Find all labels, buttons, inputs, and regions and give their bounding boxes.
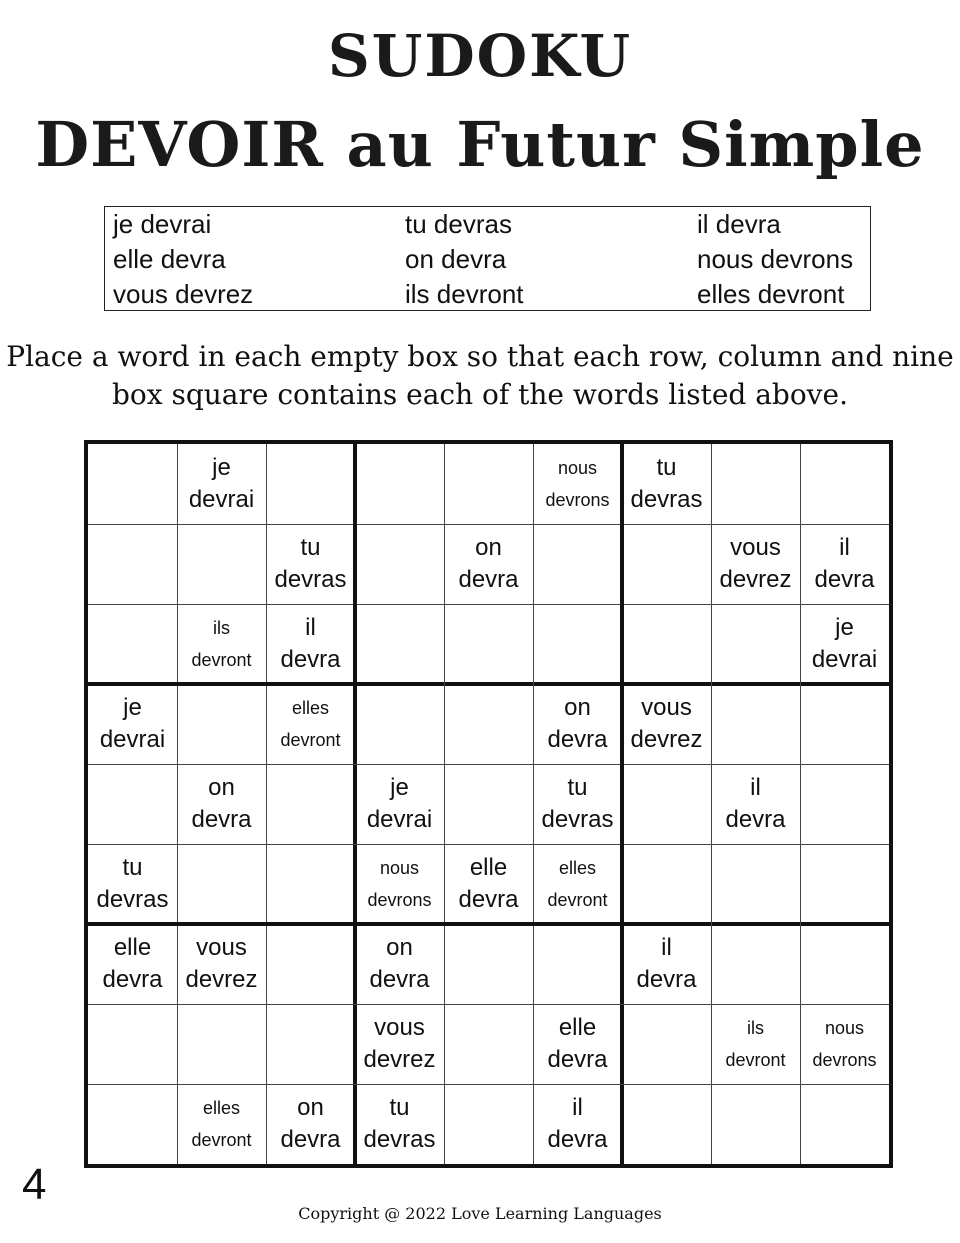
sudoku-cell [711,524,800,604]
sudoku-cell-empty[interactable] [88,604,177,684]
cell-verb: devrons [545,490,610,510]
sudoku-cell-empty[interactable] [88,1084,177,1164]
cell-pronoun: il [750,774,761,801]
cell-pronoun: il [305,614,316,641]
cell-verb: devrez [719,566,792,593]
sudoku-cell-empty[interactable] [177,844,266,924]
cell-verb: devra [547,1126,608,1153]
cell-verb: devrez [363,1046,436,1073]
cell-verb: devra [547,1046,608,1073]
sudoku-cell [533,844,622,924]
cell-pronoun: elle [113,934,152,961]
cell-verb: devra [636,966,697,993]
cell-pronoun: tu [300,534,321,561]
sudoku-cell [622,444,711,524]
cell-pronoun: je [212,454,231,481]
sudoku-cell-empty[interactable] [266,844,355,924]
sudoku-cell-empty[interactable] [800,844,889,924]
sudoku-cell [711,764,800,844]
cell-pronoun: il [572,1094,583,1121]
sudoku-cell-empty[interactable] [444,1004,533,1084]
word-list-item: on devra [405,244,507,274]
sudoku-cell-empty[interactable] [355,524,444,604]
cell-pronoun: on [475,534,502,561]
sudoku-cell-empty[interactable] [800,684,889,764]
sudoku-cell [800,604,889,684]
sudoku-cell-empty[interactable] [444,684,533,764]
sudoku-cell-empty[interactable] [533,524,622,604]
cell-verb: devras [274,566,347,593]
cell-pronoun: tu [656,454,677,481]
sudoku-cell [800,1004,889,1084]
cell-verb: devront [725,1050,786,1070]
cell-verb: devra [547,726,608,753]
cell-verb: devra [725,806,786,833]
sudoku-cell [177,444,266,524]
cell-pronoun: on [208,774,235,801]
cell-verb: devra [458,886,519,913]
sudoku-cell [622,924,711,1004]
sudoku-cell-empty[interactable] [711,844,800,924]
word-list-item: tu devras [405,209,512,239]
sudoku-cell-empty[interactable] [533,924,622,1004]
sudoku-cell-empty[interactable] [711,924,800,1004]
cell-pronoun: nous [379,858,420,878]
cell-pronoun: tu [567,774,588,801]
cell-verb: devrez [630,726,703,753]
cell-verb: devras [630,486,703,513]
cell-verb: devront [191,650,252,670]
sudoku-cell-empty[interactable] [533,604,622,684]
cell-pronoun: on [564,694,591,721]
cell-verb: devras [541,806,614,833]
instructions [0,338,960,414]
sudoku-cell [533,684,622,764]
cell-verb: devra [102,966,163,993]
cell-pronoun: elle [469,854,508,881]
sudoku-cell-empty[interactable] [177,1004,266,1084]
sudoku-cell-empty[interactable] [266,764,355,844]
page-title: SUDOKU [327,22,633,90]
sudoku-cell [88,844,177,924]
sudoku-cell [355,764,444,844]
instructions-line: box square contains each of the words listed above. [112,378,848,411]
sudoku-cell-empty[interactable] [444,764,533,844]
sudoku-cell-empty[interactable] [266,924,355,1004]
sudoku-cell-empty[interactable] [444,924,533,1004]
sudoku-cell [88,684,177,764]
sudoku-cell [533,1004,622,1084]
word-list-item: je devrai [113,209,212,239]
sudoku-cell [177,1084,266,1164]
cell-pronoun: on [386,934,413,961]
cell-verb: devront [547,890,608,910]
cell-pronoun: il [839,534,850,561]
sudoku-cell-empty[interactable] [800,444,889,524]
cell-pronoun: je [390,774,409,801]
word-list-box [104,206,871,311]
cell-pronoun: vous [730,534,781,561]
cell-pronoun: elle [558,1014,597,1041]
sudoku-cell-empty[interactable] [88,444,177,524]
cell-pronoun: vous [196,934,247,961]
sudoku-cell-empty[interactable] [800,764,889,844]
word-list-item: elle devra [113,244,226,274]
cell-verb: devrez [185,966,258,993]
cell-pronoun: tu [389,1094,410,1121]
sudoku-cell-empty[interactable] [88,1004,177,1084]
sudoku-cell-empty[interactable] [177,684,266,764]
sudoku-cell-empty[interactable] [622,604,711,684]
sudoku-cell-empty[interactable] [800,1084,889,1164]
sudoku-cell [177,764,266,844]
cell-verb: devrons [812,1050,877,1070]
word-list-item: vous devrez [113,279,254,309]
sudoku-cell-empty[interactable] [800,924,889,1004]
instructions-line: Place a word in each empty box so that each row, column and nine [6,340,954,373]
sudoku-cell [444,524,533,604]
sudoku-cell-empty[interactable] [266,1004,355,1084]
cell-verb: devrai [99,726,166,753]
sudoku-cell-empty[interactable] [444,444,533,524]
cell-pronoun: je [835,614,854,641]
cell-pronoun: ils [747,1018,764,1038]
sudoku-cell-empty[interactable] [88,764,177,844]
cell-verb: devra [458,566,519,593]
cell-verb: devrons [367,890,432,910]
copyright-notice: Copyright @ 2022 Love Learning Languages [298,1204,662,1223]
cell-verb: devras [96,886,169,913]
sudoku-cell [622,684,711,764]
word-list-item: il devra [697,209,781,239]
cell-verb: devra [280,1126,341,1153]
cell-pronoun: vous [641,694,692,721]
page-subtitle: DEVOIR au Futur Simple [35,108,925,181]
cell-verb: devrai [188,486,255,513]
sudoku-cell-empty[interactable] [177,524,266,604]
sudoku-cell-empty[interactable] [711,444,800,524]
cell-verb: devrai [811,646,878,673]
sudoku-cell-empty[interactable] [711,684,800,764]
sudoku-cell-empty[interactable] [355,604,444,684]
cell-verb: devra [191,806,252,833]
word-list-item: nous devrons [697,244,854,274]
sudoku-cell [177,924,266,1004]
sudoku-grid [84,440,893,1168]
cell-verb: devra [369,966,430,993]
cell-pronoun: ils [213,618,230,638]
sudoku-cell-empty[interactable] [444,604,533,684]
cell-verb: devra [280,646,341,673]
sudoku-cell [266,1084,355,1164]
sudoku-cell [444,844,533,924]
sudoku-cell-empty[interactable] [622,1004,711,1084]
sudoku-cell [355,1084,444,1164]
cell-verb: devrai [366,806,433,833]
sudoku-cell [266,524,355,604]
cell-verb: devront [280,730,341,750]
page-number: 4 [22,1160,47,1209]
sudoku-cell-empty[interactable] [266,444,355,524]
sudoku-cell-empty[interactable] [355,444,444,524]
word-list-item: elles devront [697,279,845,309]
sudoku-cell-empty[interactable] [622,844,711,924]
sudoku-cell [177,604,266,684]
sudoku-cell [355,1004,444,1084]
cell-pronoun: tu [122,854,143,881]
sudoku-cell [533,1084,622,1164]
cell-pronoun: elles [291,698,330,718]
cell-verb: devront [191,1130,252,1150]
word-list-item: ils devront [405,279,524,309]
sudoku-cell-empty[interactable] [711,1084,800,1164]
cell-pronoun: nous [824,1018,865,1038]
sudoku-cell [266,604,355,684]
cell-verb: devra [814,566,875,593]
cell-pronoun: elles [202,1098,241,1118]
sudoku-cell [355,844,444,924]
cell-pronoun: je [123,694,142,721]
sudoku-cell-empty[interactable] [622,524,711,604]
sudoku-cell [88,924,177,1004]
sudoku-cell-empty[interactable] [355,684,444,764]
sudoku-cell-empty[interactable] [88,524,177,604]
sudoku-cell [800,524,889,604]
cell-pronoun: il [661,934,672,961]
sudoku-cell [533,444,622,524]
cell-pronoun: elles [558,858,597,878]
cell-verb: devras [363,1126,436,1153]
cell-pronoun: nous [557,458,598,478]
sudoku-cell-empty[interactable] [711,604,800,684]
sudoku-cell-empty[interactable] [622,764,711,844]
cell-pronoun: vous [374,1014,425,1041]
sudoku-cell [355,924,444,1004]
cell-pronoun: on [297,1094,324,1121]
sudoku-cell-empty[interactable] [444,1084,533,1164]
sudoku-cell [711,1004,800,1084]
sudoku-cell [533,764,622,844]
sudoku-cell [266,684,355,764]
sudoku-cell-empty[interactable] [622,1084,711,1164]
